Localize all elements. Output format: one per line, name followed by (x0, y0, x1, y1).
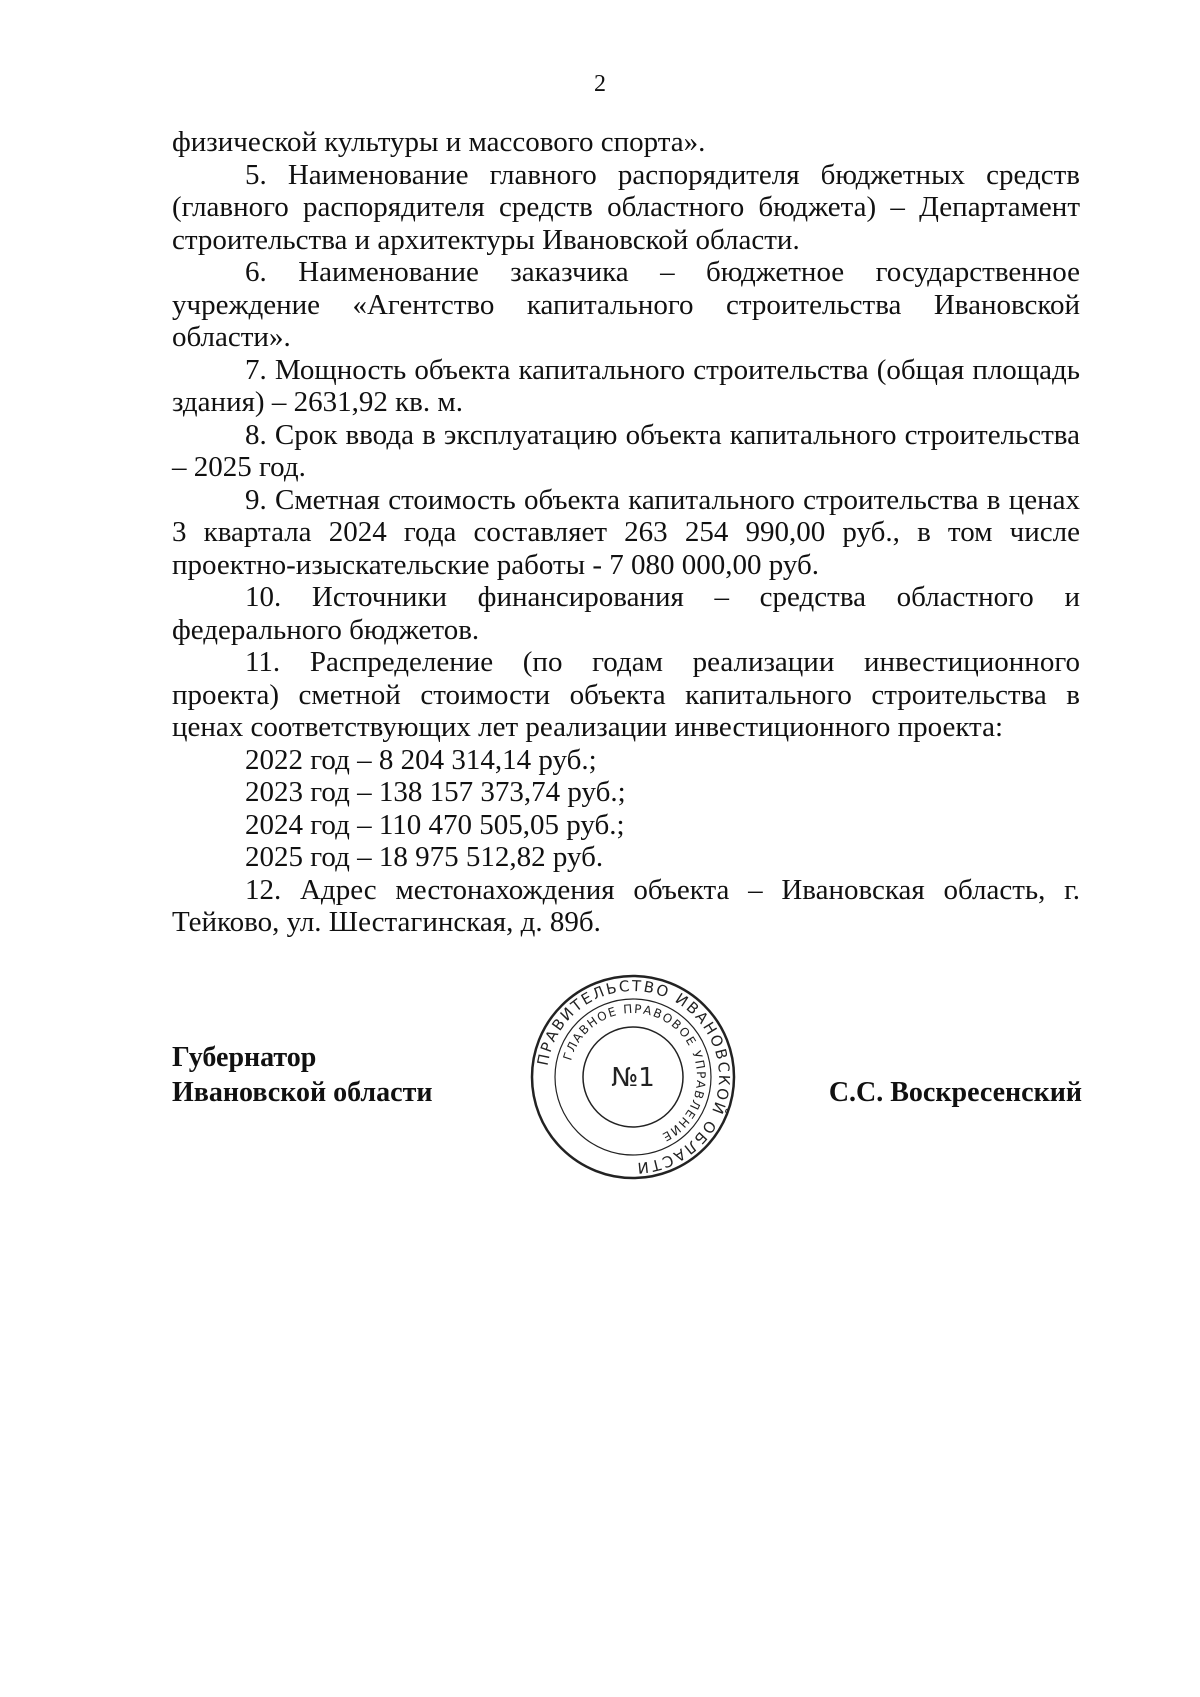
paragraph-item-10: 10. Источники финансирования – средства областного и федерального бюджетов. (172, 581, 1080, 646)
stamp-center-text: №1 (611, 1063, 655, 1093)
year-line-2023: 2023 год – 138 157 373,74 руб.; (245, 776, 626, 808)
signatory-title (172, 1040, 432, 1110)
stamp-inner-text: ГЛАВНОЕ ПРАВОВОЕ УПРАВЛЕНИЕ (560, 1001, 709, 1145)
signatory-title-line-2: Ивановской области (172, 1077, 433, 1108)
signatory-name: С.С. Воскресенский (828, 1077, 1082, 1108)
year-line-2024: 2024 год – 110 470 505,05 руб.; (245, 808, 625, 841)
paragraph-item-5: 5. Наименование главного распорядителя бюджетных средств (главного распорядителя средств областного бюджета) – Департамент строительства и архитектуры Ивановской области. (172, 158, 1080, 256)
paragraph-item-7: 7. Мощность объекта капитального строительства (общая площадь здания) – 2631,92 кв. м. (172, 353, 1080, 418)
signatory-title-line-1: Губернатор (172, 1042, 317, 1073)
year-line-2025: 2025 год – 18 975 512,82 руб. (245, 841, 604, 873)
year-line-2022: 2022 год – 8 204 314,14 руб.; (245, 743, 597, 776)
stamp-outer-text: ПРАВИТЕЛЬСТВО ИВАНОВСКОЙ ОБЛАСТИ (533, 976, 734, 1178)
paragraph-continuation: физической культуры и массового спорта». (172, 126, 706, 158)
paragraph-item-11: 11. Распределение (по годам реализации инвестиционного проекта) сметной стоимости объекта капитального строительства в ценах соответствующих лет реализации инвестиционного проекта: (172, 646, 1080, 743)
official-stamp (528, 972, 738, 1182)
paragraph-item-12: 12. Адрес местонахождения объекта – Ивановская область, г. Тейково, ул. Шестагинская, д. 89б. (172, 873, 1080, 938)
paragraph-item-8: 8. Срок ввода в эксплуатацию объекта капитального строительства – 2025 год. (172, 418, 1080, 483)
document-body (172, 126, 1080, 939)
paragraph-item-6: 6. Наименование заказчика – бюджетное государственное учреждение «Агентство капитального строительства Ивановской области». (172, 256, 1080, 353)
page-number: 2 (594, 71, 606, 97)
paragraph-item-9: 9. Сметная стоимость объекта капитального строительства в ценах 3 квартала 2024 года составляет 263 254 990,00 руб., в том числе проектно-изыскательские работы - 7 080 000,00 руб. (172, 483, 1080, 581)
